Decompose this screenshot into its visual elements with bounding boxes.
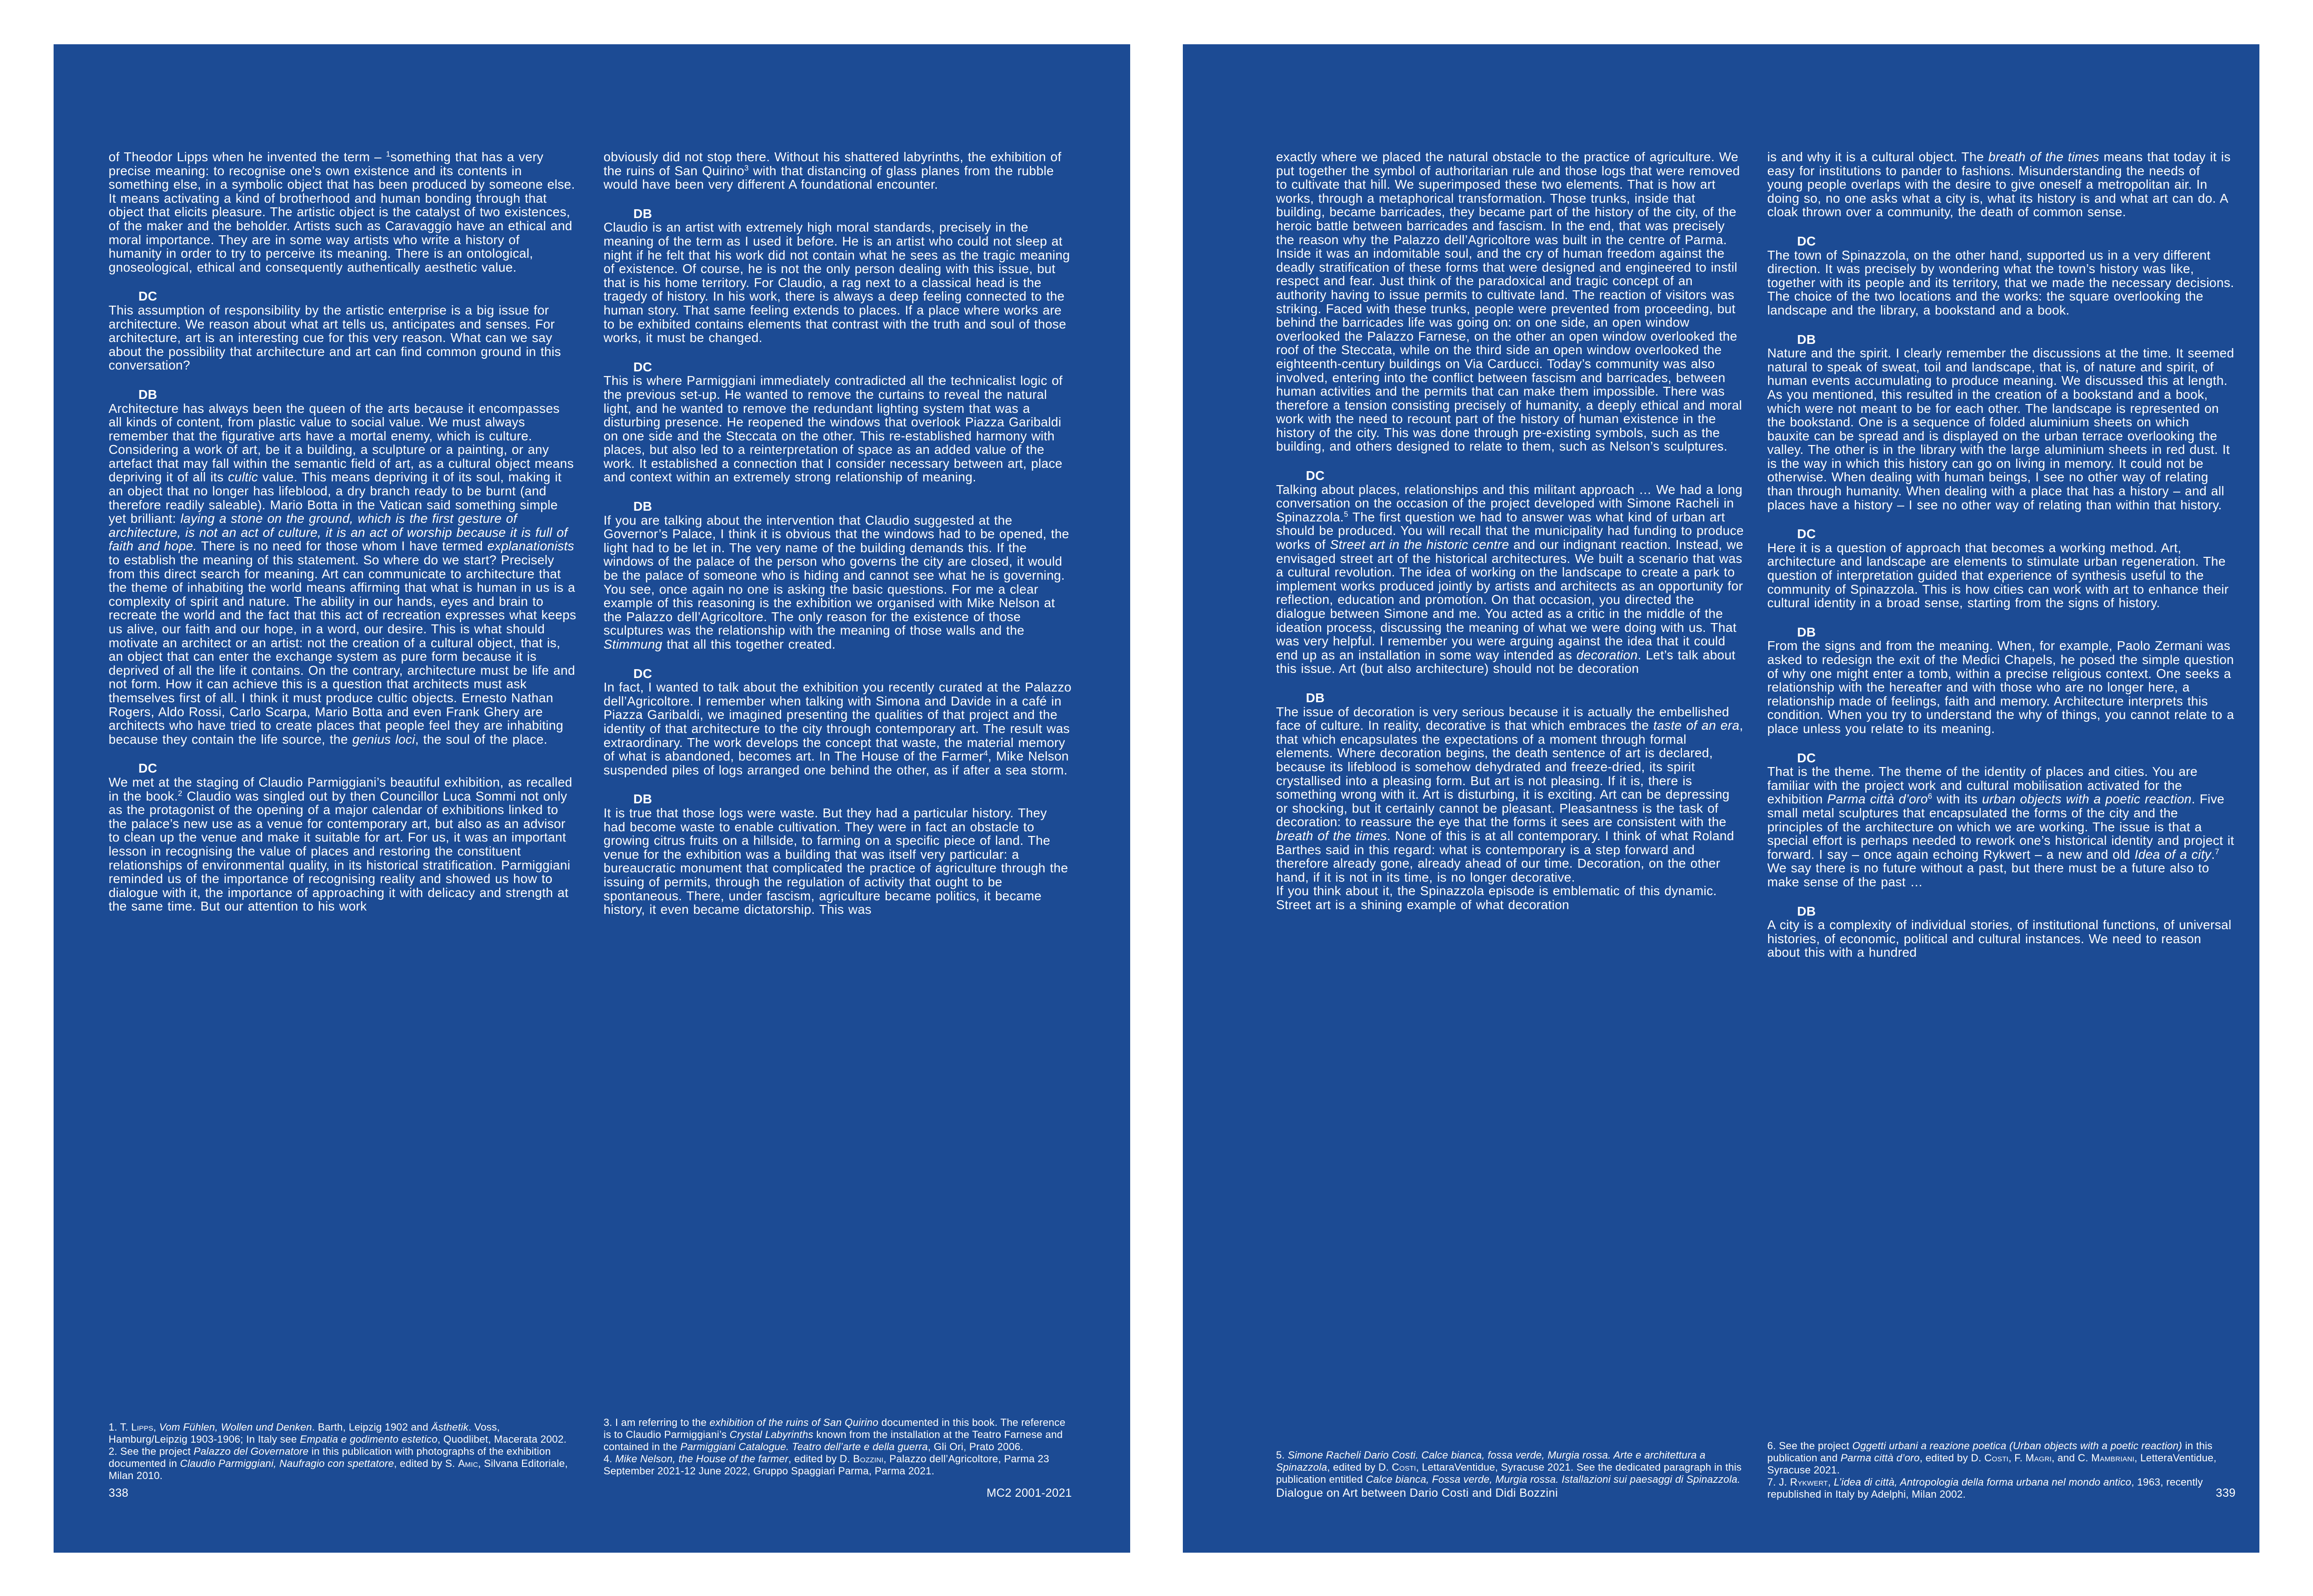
page-right xyxy=(1183,44,2259,1553)
dialogue-paragraph: If you are talking about the intervention that Claudio suggested at the Governor’s Palace, I think it is obvious that the windows had to be opened, the light had to be let in. The very name of the building demands this. If the windows of the palace of the person who governs the city are closed, it would be the palace of someone who is hiding and cannot see what he is governing. You see, once again no one is asking the basic questions. For me a clear example of this reasoning is the exhibition we organised with Mike Nelson at the Palazzo dell’Agricoltore. The only reason for the existence of those sculptures was the relationship with the meaning of those walls and the Stimmung that all this together created. xyxy=(604,513,1070,651)
dialogue-paragraph: This assumption of responsibility by the artistic enterprise is a big issue for architecture. We reason about what art tells us, anticipates and senses. For architecture, art is an interesting cue for this very reason. What can we say about the possibility that architecture and art can find common ground in this conversation? xyxy=(109,302,561,373)
page-left xyxy=(54,44,1130,1553)
speaker-label: DB xyxy=(138,387,158,402)
footnote: 2. See the project Palazzo del Governatore in this publication with photographs of the exhibition documented in Claudio Parmiggiani, Naufragio con spettatore, edited by S. Amic, Silvana Editoriale, Milan 2010. xyxy=(109,1445,568,1481)
text-column xyxy=(604,150,1072,1506)
speaker-label: DC xyxy=(1306,468,1325,483)
footnote: 1. T. Lipps, Vom Fühlen, Wollen und Denken. Barth, Leipzig 1902 and Ästhetik. Voss, Hamburg/Leipzig 1903-1906; In Italy see Empatia e godimento estetico, Quodlibet, Macerata 2002. xyxy=(109,1421,567,1445)
dialogue-paragraph: is and why it is a cultural object. The breath of the times means that today it is easy for institutions to pander to fashions. Misunderstanding the needs of young people overlaps with the desire to give oneself a metropolitan air. In doing so, no one asks what a city is, what its history is and what art can do. A cloak thrown over a community, the death of common sense. xyxy=(1767,150,2231,219)
text-column xyxy=(109,150,577,1506)
dialogue-paragraph: The town of Spinazzola, on the other hand, supported us in a very different direction. It was precisely by wondering what the town’s history was like, together with its people and its territory, that we made the necessary decisions. The choice of the two locations and the works: the square overlooking the landscape and the library, a bookstand and a book. xyxy=(1767,247,2234,317)
page-number: 339 xyxy=(2216,1486,2236,1500)
dialogue-paragraph: Architecture has always been the queen of the arts because it encompasses all kinds of content, from plastic value to social value. We must always remember that the figurative arts have a mortal enemy, which is culture. Considering a work of art, be it a building, a sculpture or a painting, or any artefact that may fall within the semantic field of art, as a cultural object means depriving it of all its cultic value. This means depriving it of its soul, making it an object that no longer has lifeblood, a dry branch ready to be burnt (and therefore readily saleable). Mario Botta in the Vatican said something simple yet brilliant: laying a stone on the ground, which is the first gesture of architecture, is not an act of culture, it is an act of worship because it is full of faith and hope. There is no need for those whom I have termed explanationists to establish the meaning of this statement. So where do we start? Precisely from this direct search for meaning. Art can communicate to architecture that the theme of inhabiting the world means affirming that what is human in us is a complexity of spirit and nature. The ability in our hands, eyes and brain to recreate the world and the fact that this act of recreation expresses what keeps us alive, our faith and our hope, in a word, our desire. This is what should motivate an architect or an artist: not the creation of a cultural object, that is, an object that can enter the exchange system as pure form because it is deprived of all the life it contains. On the contrary, architecture must be life and not form. How it can achieve this is a question that architects must ask themselves first of all. I think it must produce cultic objects. Ernesto Nathan Rogers, Aldo Rossi, Carlo Scarpa, Mario Botta and even Frank Ghery are architects who have tried to create places that people feel they are inhabiting because they contain the life source, the genius loci, the soul of the place. xyxy=(109,401,577,747)
speaker-label: DC xyxy=(1797,750,1816,765)
column-footnotes xyxy=(1767,1440,2236,1500)
dialogue-paragraph: If you think about it, the Spinazzola episode is emblematic of this dynamic. Street art is a shining example of what decoration xyxy=(1276,884,1717,912)
footnote: 4. Mike Nelson, the House of the farmer, edited by D. Bozzini, Palazzo dell’Agricoltore, Parma 23 September 2021-12 June 2022, Gruppo Spaggiari Parma, Parma 2021. xyxy=(604,1453,1050,1477)
dialogue-paragraph: In fact, I wanted to talk about the exhibition you recently curated at the Palazzo dell’Agricoltore. I remember when talking with Simona and Davide in a café in Piazza Garibaldi, we imagined presenting the qualities of that project and the identity of that architecture to the city through contemporary art. The result was extraordinary. The work develops the concept that waste, the material memory of what is abandoned, becomes art. In The House of the Farmer$^4$, Mike Nelson suspended piles of logs arranged one behind the other, as if after a sea storm. xyxy=(604,680,1072,777)
running-footer: Dialogue on Art between Dario Costi and Didi Bozzini xyxy=(1276,1486,1558,1500)
running-footer: MC2 2001-2021 xyxy=(986,1486,1072,1500)
speaker-label: DB xyxy=(1797,624,1816,639)
footnote: 6. See the project Oggetti urbani a reazione poetica (Urban objects with a poetic reaction) in this publication and Parma città d’oro, edited by D. Costi, F. Magri, and C. Mambriani, LetteraVentidue, Syracuse 2021. xyxy=(1767,1440,2217,1476)
column-footnotes xyxy=(1276,1449,1744,1486)
speaker-label: DC xyxy=(633,359,652,374)
column-body xyxy=(109,150,577,913)
speaker-label: DC xyxy=(138,761,158,776)
dialogue-paragraph: Talking about places, relationships and this militant approach … We had a long conversation on the occasion of the project developed with Simone Racheli in Spinazzola.$^5$ The first question we had to answer was what kind of urban art should be produced. You will recall that the municipality had funding to produce works of Street art in the historic centre and our indignant reaction. Instead, we envisaged street art of the historical architectures. We built a scenario that was a cultural revolution. The idea of working on the landscape to create a park to implement works produced jointly by artists and architects as an opportunity for reflection, education and promotion. On that occasion, you directed the dialogue between Simone and me. You acted as a critic in the middle of the ideation process, discussing the meaning of what we were doing with us. That was very helpful. I remember you were arguing against the idea that it could end up as an installation in some way intended as decoration. Let’s talk about this issue. Art (but also architecture) should not be decoration xyxy=(1276,482,1744,676)
text-column xyxy=(1276,150,1744,1506)
speaker-label: DB xyxy=(633,206,652,221)
dialogue-paragraph: This is where Parmiggiani immediately contradicted all the technicalist logic of the previous set-up. He wanted to remove the curtains to reveal the natural light, and he wanted to remove the redundant lighting system that was a disturbing presence. He reopened the windows that overlook Piazza Garibaldi on one side and the Steccata on the other. This re-established harmony with places, but also led to a reinterpretation of space as an added value of the work. It established a connection that I consider necessary between art, place and context within an extremely strong relationship of meaning. xyxy=(604,373,1063,485)
speaker-label: DC xyxy=(1797,233,1816,248)
speaker-label: DC xyxy=(1797,527,1816,541)
dialogue-paragraph: Here it is a question of approach that becomes a working method. Art, architecture and landscape are elements to stimulate urban regeneration. The question of interpretation guided that experience of synthesis useful to the community of Spinazzola. This is how cities can work with art to enhance their cultural identity in a broad sense, starting from the signs of history. xyxy=(1767,540,2229,610)
column-body xyxy=(604,150,1072,917)
footnote: 5. Simone Racheli Dario Costi. Calce bianca, fossa verde, Murgia rossa. Arte e architettura a Spinazzola, edited by D. Costi, LettaraVentidue, Syracuse 2021. See the dedicated paragraph in this publication entitled Calce bianca, Fossa verde, Murgia rossa. Istallazioni sui paesaggi di Spinazzola. xyxy=(1276,1449,1742,1485)
speaker-label: DC xyxy=(633,666,652,681)
speaker-label: DB xyxy=(633,499,652,514)
speaker-label: DB xyxy=(1797,332,1816,347)
dialogue-paragraph: It is true that those logs were waste. But they had a particular history. They had become waste to enable cultivation. They were in fact an obstacle to growing citrus fruits on a hillside, to farming on a specific piece of land. The venue for the exhibition was a building that was itself very particular: a bureaucratic monument that complicated the practice of agriculture through the issuing of permits, through the regulation of activity that ought to be spontaneous. There, under fascism, agriculture became politics, it became history, it even became dictatorship. This was xyxy=(604,805,1068,917)
text-column xyxy=(1767,150,2236,1506)
speaker-label: DB xyxy=(1306,690,1325,705)
column-footnotes xyxy=(109,1421,577,1482)
dialogue-paragraph: We met at the staging of Claudio Parmiggiani’s beautiful exhibition, as recalled in the book.$^2$ Claudio was singled out by then Councillor Luca Sommi not only as the protagonist of the opening of a major calendar of exhibitions linked to the palace’s new use as a venue for contemporary art, but also as an advisor to clean up the venue and make it suitable for art. For us, it was an important lesson in recognising the value of places and restoring the constituent relationships of environmental quality, in its historical stratification. Parmiggiani reminded us of the importance of recognising reality and showed us how to dialogue with it, the importance of approaching it with delicacy and strength at the same time. But our attention to his work xyxy=(109,774,572,914)
dialogue-paragraph: Claudio is an artist with extremely high moral standards, precisely in the meaning of the term as I used it before. He is an artist who could not sleep at night if he felt that his work did not contain what he sees as the tragic meaning of existence. Of course, he is not the only person dealing with this issue, but that is his home territory. For Claudio, a rag next to a classical head is the tragedy of history. In his work, there is always a deep feeling connected to the human story. That same feeling extends to places. If a place where works are to be exhibited contains elements that contrast with the truth and soul of those works, it must be changed. xyxy=(604,220,1070,345)
dialogue-paragraph: Nature and the spirit. I clearly remember the discussions at the time. It seemed natural to speak of sweat, toil and landscape, that is, of nature and spirit, of human events accumulating to produce meaning. We discussed this at length. As you mentioned, this resulted in the creation of a bookstand and a book, which were not meant to be for each other. The landscape is represented on the bookstand. One is a sequence of folded aluminium sheets on which bauxite can be spread and is displayed on the urban terrace overlooking the valley. The other is in the library with the large aluminium sheets in red dust. It is the way in which this history can go on living in memory. It could not be otherwise. When dealing with human beings, I see no other way of relating than through humanity. When dealing with a place that has a history – and all places have a history – I see no other way of relating than within that history. xyxy=(1767,346,2234,512)
column-footnotes xyxy=(604,1417,1072,1477)
speaker-label: DB xyxy=(633,792,652,807)
speaker-label: DB xyxy=(1797,904,1816,918)
column-body xyxy=(1276,150,1744,911)
dialogue-paragraph: exactly where we placed the natural obstacle to the practice of agriculture. We put together the symbol of authoritarian rule and those logs that were removed to cultivate that hill. We superimposed these two elements. That is how art works, through a metaphorical transformation. Those trunks, inside that building, became barricades, they became part of the history of the city, of the heroic battle between barricades and fascism. In the end, that was precisely the reason why the Palazzo dell’Agricoltore was built in the centre of Parma. Inside it was an indomitable soul, and the cry of human freedom against the deadly stratification of these forms that were designed and engineered to instil respect and fear. Just think of the paradoxical and tragic concept of an authority having to issue permits to cultivate land. The reaction of visitors was striking. Faced with these trunks, people were prevented from proceeding, but behind the barricades life was going on: on one side, an open window overlooked the Palazzo Farnese, on the other an open window overlooked the roof of the Steccata, while on the third side an open window overlooked the eighteenth-century buildings on Via Carducci. Today’s community was also involved, entering into the conflict between fascism and barricades, between human activities and the permits that can make them impossible. There was therefore a tension consisting precisely of humanity, a deeply ethical and moral work with the need to recount part of the history of human existence in the history of the city. This was done through pre-existing symbols, such as the building, and others designed to relate to them, such as Nelson’s sculptures. xyxy=(1276,150,1742,454)
dialogue-paragraph: The issue of decoration is very serious because it is actually the embellished face of culture. In reality, decorative is that which embraces the taste of an era, that which encapsulates the expectations of a moment through formal elements. Where decoration begins, the death sentence of art is declared, because its lifeblood is somehow dehydrated and freeze-dried, its spirit crystallised into a pleasing form. But art is not pleasing. If it is, there is something wrong with it. Art is disturbing, it is exciting. Art can be depressing or shocking, but it certainly cannot be pleasant. Pleasantness is the task of decoration: to reassure the eye that the forms it sees are consistent with the breath of the times. None of this is at all contemporary. I think of what Roland Barthes said in this regard: what is contemporary is a step forward and therefore already gone, already ahead of our time. Decoration, on the other hand, if it is not in its time, is no longer decorative. xyxy=(1276,704,1743,884)
dialogue-paragraph: of Theodor Lipps when he invented the term – $^1$something that has a very precise meaning: to recognise one’s own existence and its contents in something else, in a symbolic object that has been produced by someone else. It means activating a kind of brotherhood and human bonding through that object that elicits pleasure. The artistic object is the catalyst of two existences, of the maker and the beholder. Artists such as Caravaggio have an ethical and moral importance. They are in some way artists who write a history of humanity in order to try to perceive its meaning. There is an ontological, gnoseological, ethical and consequently authentically aesthetic value. xyxy=(109,150,575,274)
dialogue-paragraph: A city is a complexity of individual stories, of institutional functions, of universal histories, of economic, political and cultural instances. We need to reason about this with a hundred xyxy=(1767,918,2232,960)
dialogue-paragraph: obviously did not stop there. Without his shattered labyrinths, the exhibition of the ruins of San Quirino$^3$ with that distancing of glass planes from the rubble would have been very different A foundational encounter. xyxy=(604,150,1062,192)
page-number: 338 xyxy=(109,1486,129,1500)
footnote: 3. I am referring to the exhibition of the ruins of San Quirino documented in this book. The reference is to Claudio Parmiggiani’s Crystal Labyrinths known from the installation at the Teatro Farnese and contained in the Parmiggiani Catalogue. Teatro dell’arte e della guerra, Gli Ori, Prato 2006. xyxy=(604,1417,1066,1452)
footnote: 7. J. Rykwert, L’idea di città, Antropologia della forma urbana nel mondo antico, 1963, recently republished in Italy by Adelphi, Milan 2002. xyxy=(1767,1476,2203,1500)
speaker-label: DC xyxy=(138,289,158,304)
dialogue-paragraph: That is the theme. The theme of the identity of places and cities. You are familiar with the project work and cultural mobilisation activated for the exhibition Parma città d’oro$^6$ with its urban objects with a poetic reaction. Five small metal sculptures that encapsulated the forms of the city and the principles of the architecture on which we are working. The issue is that a special effort is perhaps needed to rework one’s historical identity and project it forward. I say – once again echoing Rykwert – a new and old Idea of a city.$^7$ We say there is no future without a past, but there must be a future also to make sense of the past … xyxy=(1767,764,2234,889)
column-body xyxy=(1767,150,2236,959)
dialogue-paragraph: From the signs and from the meaning. When, for example, Paolo Zermani was asked to redesign the exit of the Medici Chapels, he posed the simple question of why one might enter a tomb, within a precise religious context. One seeks a relationship with the hereafter and with those who are no longer here, a relationship made of feelings, faith and memory. Architecture interprets this condition. When you try to understand the why of things, you cannot relate to a place unless you relate to its meaning. xyxy=(1767,638,2234,736)
